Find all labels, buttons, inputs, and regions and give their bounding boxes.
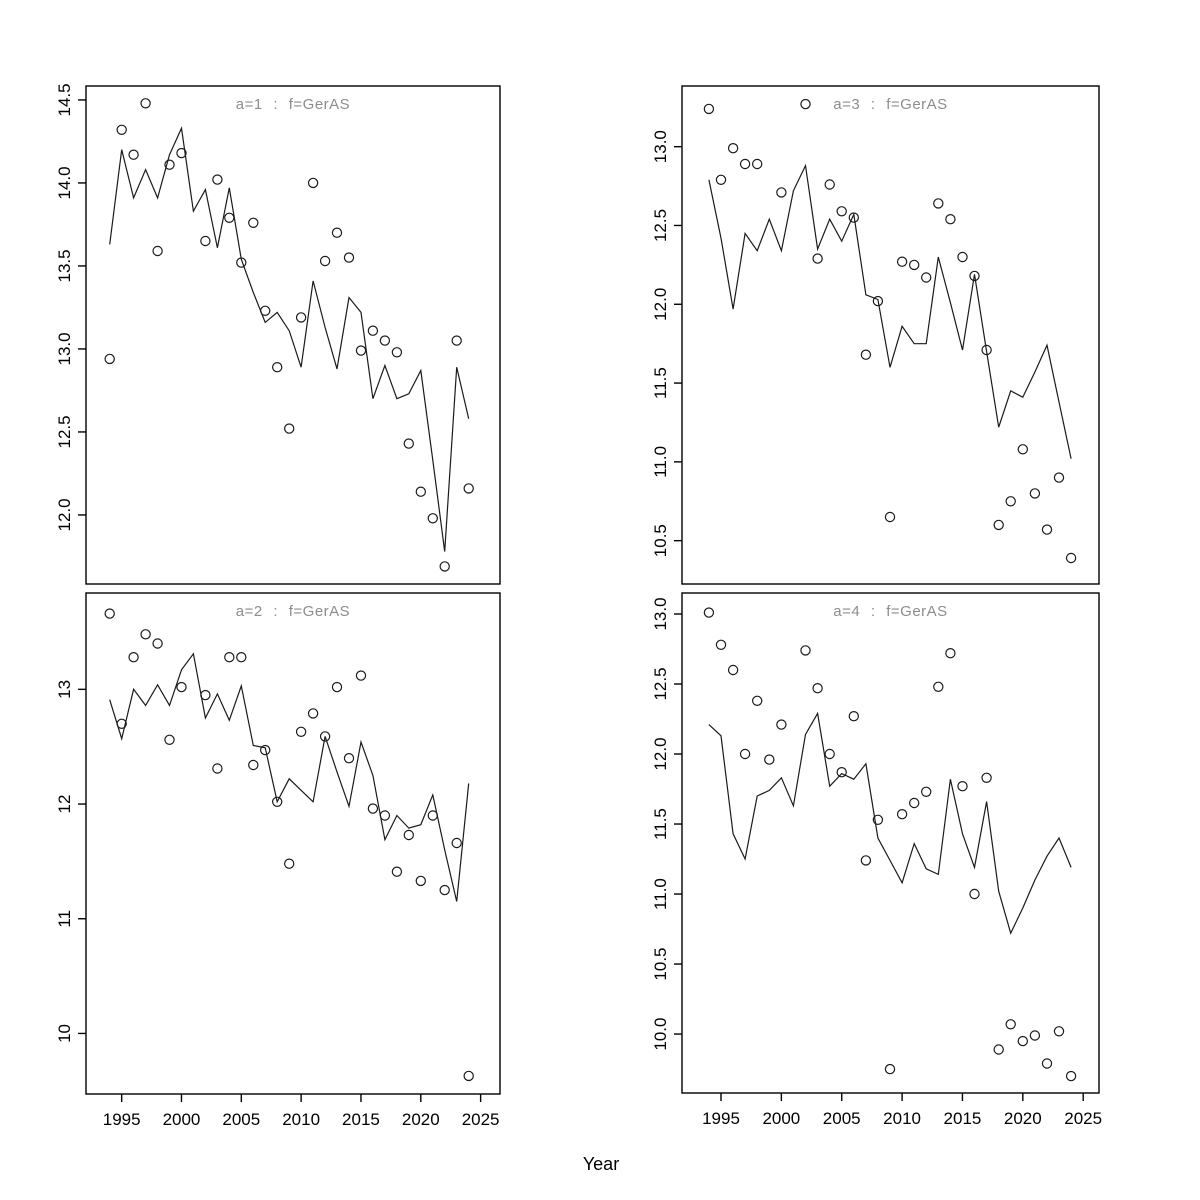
observation-point bbox=[1067, 1072, 1076, 1081]
observation-point bbox=[249, 218, 258, 227]
observation-point bbox=[153, 639, 162, 648]
panel-a=3-plot bbox=[651, 86, 1099, 584]
fitted-line-series bbox=[110, 654, 469, 902]
y-tick-label: 10 bbox=[55, 1023, 74, 1043]
observation-point bbox=[982, 773, 991, 782]
observation-point bbox=[129, 653, 138, 662]
observation-point bbox=[825, 749, 834, 758]
y-tick-label: 11 bbox=[55, 909, 74, 928]
observation-point bbox=[237, 653, 246, 662]
observation-point bbox=[753, 696, 762, 705]
observation-point bbox=[1042, 525, 1051, 534]
observation-point bbox=[1054, 473, 1063, 482]
y-tick-label: 13.0 bbox=[651, 597, 670, 631]
observation-point bbox=[416, 487, 425, 496]
observation-point bbox=[297, 313, 306, 322]
x-tick-label: 1995 bbox=[102, 1110, 141, 1129]
observation-point bbox=[464, 1071, 473, 1080]
observation-point bbox=[201, 691, 210, 700]
x-tick-label: 1995 bbox=[702, 1109, 740, 1128]
fitted-line-series bbox=[709, 713, 1071, 933]
x-tick-label: 2025 bbox=[1064, 1109, 1103, 1128]
observation-point bbox=[741, 159, 750, 168]
observation-point bbox=[741, 749, 750, 758]
x-tick-label: 2005 bbox=[222, 1110, 261, 1129]
y-tick-label: 13 bbox=[55, 679, 74, 699]
observation-point bbox=[825, 180, 834, 189]
observation-point bbox=[344, 754, 353, 763]
y-tick-label: 10.5 bbox=[651, 524, 670, 558]
x-tick-label: 2015 bbox=[342, 1110, 380, 1129]
observation-point bbox=[380, 336, 389, 345]
observation-point bbox=[1030, 1031, 1039, 1040]
observation-point bbox=[946, 215, 955, 224]
observation-point bbox=[946, 649, 955, 658]
y-tick-label: 11.5 bbox=[651, 367, 670, 399]
observation-point bbox=[934, 682, 943, 691]
observation-point bbox=[958, 252, 967, 261]
observation-point bbox=[1018, 445, 1027, 454]
observation-point bbox=[129, 150, 138, 159]
panel-a=2-plot bbox=[55, 593, 500, 1129]
observation-point bbox=[285, 859, 294, 868]
y-tick-label: 13.0 bbox=[55, 332, 74, 366]
y-tick-label: 13.5 bbox=[55, 249, 74, 283]
y-tick-label: 11.5 bbox=[651, 808, 670, 840]
y-tick-label: 12.5 bbox=[55, 415, 74, 449]
observation-point bbox=[922, 787, 931, 796]
observation-point bbox=[392, 348, 401, 357]
x-tick-label: 2020 bbox=[401, 1110, 440, 1129]
y-tick-label: 10.0 bbox=[651, 1017, 670, 1051]
observation-point bbox=[716, 640, 725, 649]
panel-border bbox=[682, 593, 1099, 1093]
y-tick-label: 12 bbox=[55, 794, 74, 814]
observation-point bbox=[440, 562, 449, 571]
observation-point bbox=[1030, 489, 1039, 498]
observation-point bbox=[332, 683, 341, 692]
observation-point bbox=[297, 727, 306, 736]
y-tick-label: 14.5 bbox=[55, 83, 74, 117]
x-tick-label: 2010 bbox=[883, 1109, 922, 1128]
observation-point bbox=[958, 782, 967, 791]
observation-point bbox=[428, 514, 437, 523]
observation-point bbox=[885, 512, 894, 521]
observation-point bbox=[1018, 1037, 1027, 1046]
panel-border bbox=[86, 593, 500, 1094]
observation-point bbox=[994, 520, 1003, 529]
observation-point bbox=[356, 346, 365, 355]
observation-point bbox=[922, 273, 931, 282]
observation-point bbox=[813, 254, 822, 263]
observation-point bbox=[452, 336, 461, 345]
observation-point bbox=[837, 768, 846, 777]
observation-point bbox=[765, 755, 774, 764]
observation-point bbox=[344, 253, 353, 262]
observation-point bbox=[1042, 1059, 1051, 1068]
observation-point bbox=[970, 889, 979, 898]
fitted-line-series bbox=[110, 128, 469, 551]
observation-point bbox=[813, 684, 822, 693]
y-tick-label: 14.0 bbox=[55, 166, 74, 200]
observation-point bbox=[898, 257, 907, 266]
panel-border bbox=[86, 86, 500, 584]
observation-point bbox=[201, 236, 210, 245]
panel-a=1-plot bbox=[55, 83, 500, 584]
observation-point bbox=[177, 683, 186, 692]
observation-point bbox=[898, 810, 907, 819]
observation-point bbox=[117, 125, 126, 134]
observation-point bbox=[849, 712, 858, 721]
y-tick-label: 12.0 bbox=[651, 287, 670, 321]
observation-point bbox=[440, 886, 449, 895]
observation-point bbox=[910, 260, 919, 269]
panel-border bbox=[682, 86, 1099, 584]
panel-a1-title: a=1 : f=GerAS bbox=[235, 96, 351, 113]
observation-point bbox=[141, 630, 150, 639]
observation-point bbox=[356, 671, 365, 680]
observation-point bbox=[729, 144, 738, 153]
observation-point bbox=[165, 735, 174, 744]
fitted-line-series bbox=[709, 166, 1071, 459]
y-tick-label: 13.0 bbox=[651, 130, 670, 164]
x-tick-label: 2005 bbox=[822, 1109, 861, 1128]
observation-point bbox=[332, 228, 341, 237]
observation-point bbox=[428, 811, 437, 820]
observation-point bbox=[1054, 1027, 1063, 1036]
observation-point bbox=[321, 256, 330, 265]
observation-point bbox=[368, 326, 377, 335]
observation-point bbox=[464, 484, 473, 493]
y-tick-label: 11.0 bbox=[651, 878, 670, 910]
y-tick-label: 12.0 bbox=[651, 737, 670, 771]
x-tick-label: 2000 bbox=[762, 1109, 801, 1128]
y-tick-label: 10.5 bbox=[651, 947, 670, 981]
observation-point bbox=[1067, 553, 1076, 562]
observation-point bbox=[753, 159, 762, 168]
observation-point bbox=[861, 350, 870, 359]
observation-point bbox=[729, 665, 738, 674]
observation-point bbox=[777, 188, 786, 197]
observation-point bbox=[1006, 1020, 1015, 1029]
panel-a3-title: a=3 : f=GerAS bbox=[833, 96, 948, 113]
observation-point bbox=[861, 856, 870, 865]
observation-point bbox=[261, 306, 270, 315]
observation-point bbox=[368, 804, 377, 813]
y-tick-label: 12.0 bbox=[55, 498, 74, 532]
x-tick-label: 2020 bbox=[1003, 1109, 1042, 1128]
observation-point bbox=[285, 424, 294, 433]
observation-point bbox=[213, 175, 222, 184]
observation-point bbox=[249, 760, 258, 769]
observation-point bbox=[392, 867, 401, 876]
panel-a2-title: a=2 : f=GerAS bbox=[235, 603, 351, 620]
observation-point bbox=[380, 811, 389, 820]
observation-point bbox=[225, 213, 234, 222]
panel-a=4-plot bbox=[651, 593, 1102, 1128]
y-tick-label: 12.5 bbox=[651, 667, 670, 701]
observation-point bbox=[404, 439, 413, 448]
observation-point bbox=[934, 199, 943, 208]
x-tick-label: 2025 bbox=[461, 1110, 500, 1129]
observation-point bbox=[716, 175, 725, 184]
x-tick-label: 2000 bbox=[162, 1110, 201, 1129]
observation-point bbox=[837, 207, 846, 216]
x-axis-label-year: Year bbox=[582, 1154, 620, 1174]
observation-point bbox=[885, 1065, 894, 1074]
observation-point bbox=[273, 363, 282, 372]
observation-point bbox=[452, 838, 461, 847]
panel-a4-title: a=4 : f=GerAS bbox=[833, 603, 948, 620]
observation-point bbox=[777, 720, 786, 729]
observation-point bbox=[994, 1045, 1003, 1054]
observation-point bbox=[801, 646, 810, 655]
observation-point bbox=[153, 246, 162, 255]
observation-point bbox=[213, 764, 222, 773]
observation-point bbox=[1006, 497, 1015, 506]
observation-point bbox=[910, 798, 919, 807]
observation-point bbox=[225, 653, 234, 662]
observation-point bbox=[416, 876, 425, 885]
observation-point bbox=[309, 178, 318, 187]
observation-point bbox=[309, 709, 318, 718]
x-tick-label: 2010 bbox=[282, 1110, 321, 1129]
x-tick-label: 2015 bbox=[943, 1109, 982, 1128]
observation-point bbox=[105, 354, 114, 363]
y-tick-label: 11.0 bbox=[651, 445, 670, 478]
y-tick-label: 12.5 bbox=[651, 208, 670, 243]
observation-point bbox=[404, 830, 413, 839]
